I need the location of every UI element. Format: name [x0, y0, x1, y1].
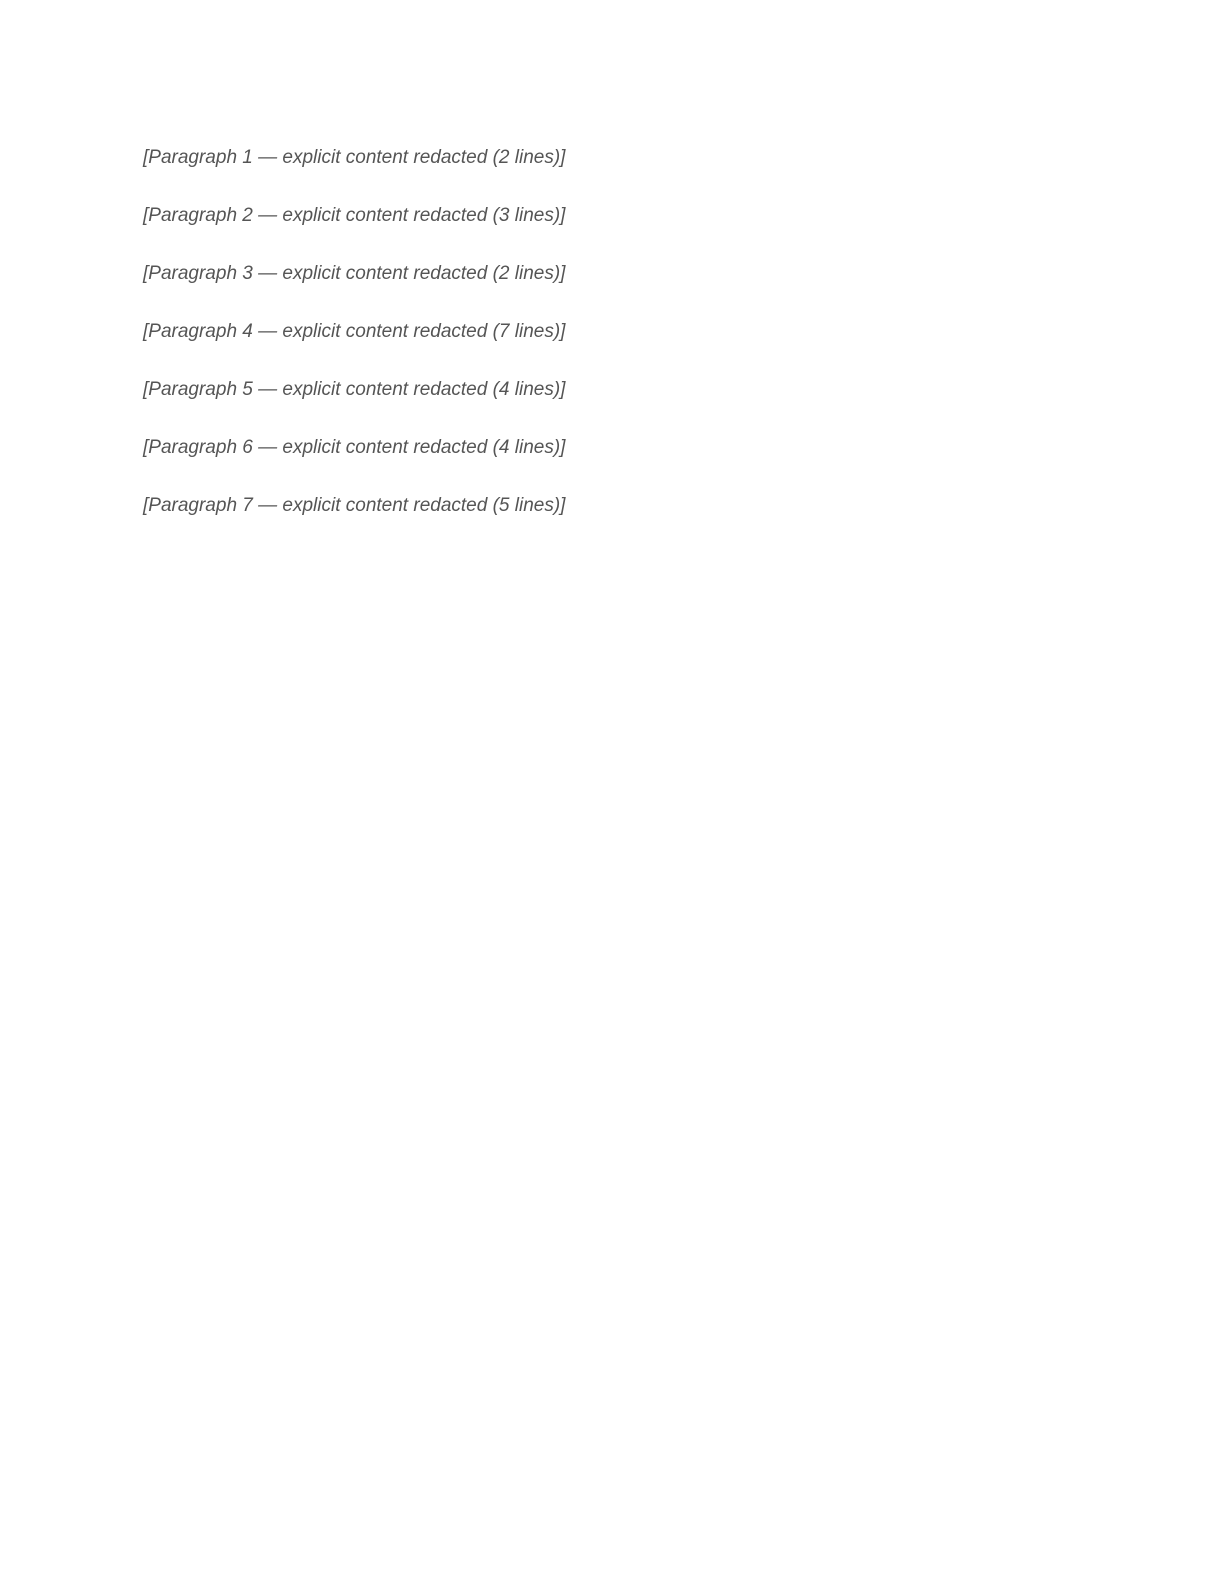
paragraph: [Paragraph 1 — explicit content redacted (2 lines)]: [143, 147, 566, 168]
paragraph: [Paragraph 2 — explicit content redacted (3 lines)]: [143, 205, 566, 226]
text-column: [143, 143, 1083, 549]
paragraph: [Paragraph 5 — explicit content redacted (4 lines)]: [143, 379, 566, 400]
paragraph: [Paragraph 7 — explicit content redacted (5 lines)]: [143, 495, 566, 516]
paragraph: [Paragraph 4 — explicit content redacted (7 lines)]: [143, 321, 566, 342]
paragraph: [Paragraph 6 — explicit content redacted (4 lines)]: [143, 437, 566, 458]
paragraph: [Paragraph 3 — explicit content redacted (2 lines)]: [143, 263, 566, 284]
